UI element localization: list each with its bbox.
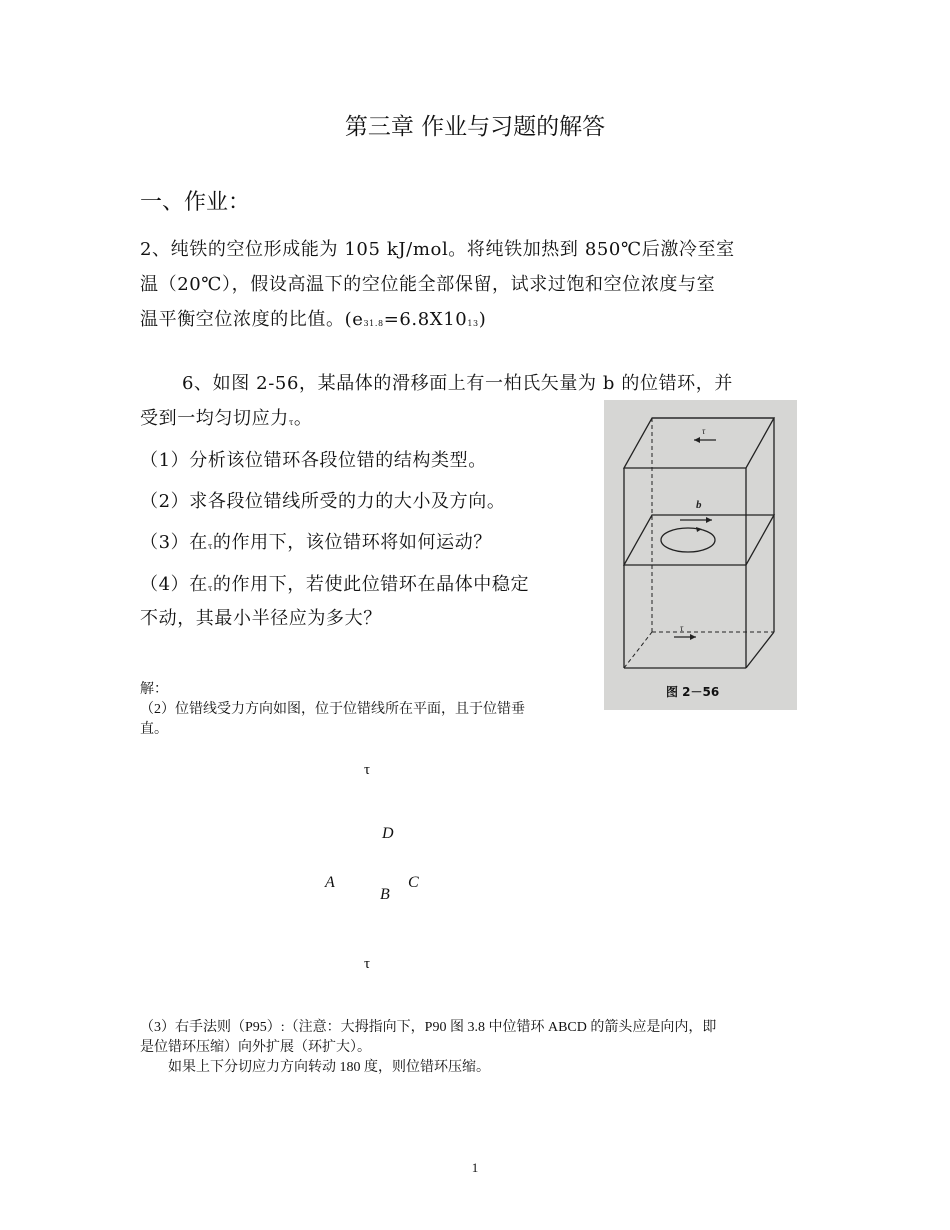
figure-background (604, 400, 797, 710)
q6-sub-4-pre: （4）在 (140, 574, 208, 595)
question-2 (140, 232, 812, 341)
q6-line-1: 6、如图 2-56，某晶体的滑移面上有一柏氏矢量为 b 的位错环，并 (182, 373, 733, 394)
figure-2-56 (604, 400, 797, 710)
q2-line-3 (140, 302, 812, 341)
solution-part-3-line-2: 是位错环压缩）向外扩展（环扩大）。 (140, 1040, 371, 1055)
q2-exponent: 31.8 (363, 319, 384, 328)
q6-tau: τ (288, 418, 294, 427)
q6-line-2-post: 。 (293, 408, 313, 429)
figure-caption: 图 2－56 (666, 685, 720, 699)
q2-line-2: 温（20℃），假设高温下的空位能全部保留，试求过饱和空位浓度与室 (140, 274, 716, 295)
q6-sub-4 (140, 570, 529, 596)
q2-line-3-post: ) (478, 309, 487, 330)
solution-part-2-line-2: 直。 (140, 722, 168, 737)
q6-sub-3 (140, 528, 492, 554)
solution-part-3-line-1: （3）右手法则（P95）:（注意：大拇指向下，P90 图 3.8 中位错环 ABCD 的箭头应是向内，即 (140, 1020, 717, 1035)
diagram-label-a: A (325, 874, 335, 891)
diagram-tau-bottom: τ (364, 956, 371, 972)
q6-sub-1: （1）分析该位错环各段位错的结构类型。 (140, 450, 487, 471)
solution-part-2-line-1: （2）位错线受力方向如图，位于位错线所在平面，且于位错垂 (140, 702, 525, 717)
q2-exponent-2: 13 (467, 319, 479, 328)
solution-part-3-line-3: 如果上下分切应力方向转动 180 度，则位错环压缩。 (168, 1060, 490, 1075)
q6-sub-3-pre: （3）在 (140, 532, 208, 553)
q6-sub-3-post: 的作用下，该位错环将如何运动？ (212, 532, 492, 553)
q6-sub-2: （2）求各段位错线所受的力的大小及方向。 (140, 491, 506, 512)
solution-part-2 (140, 700, 600, 740)
page-number: 1 (471, 1160, 479, 1175)
q6-sub-4-line-2: 不动，其最小半径应为多大？ (140, 608, 382, 629)
burgers-vector-label: b (696, 499, 702, 511)
solution-label: 解： (140, 682, 168, 697)
solution-part-3 (140, 1018, 812, 1078)
q6-sub-3-tau: τ (207, 542, 213, 551)
section-heading: 一、作业： (140, 190, 251, 215)
q6-sub-4-post: 的作用下，若使此位错环在晶体中稳定 (212, 574, 530, 595)
figure-tau-bottom: τ (680, 623, 684, 633)
q6-sub-4-tau: τ (207, 584, 213, 593)
diagram-label-c: C (408, 874, 419, 891)
q2-line-3-mid: =6.8X10 (383, 309, 468, 330)
q2-line-1: 2、纯铁的空位形成能为 105 kJ/mol。将纯铁加热到 850℃后激冷至室 (140, 239, 735, 260)
q6-line-2-pre: 受到一均匀切应力 (140, 408, 289, 429)
q2-line-3-pre: 温平衡空位浓度的比值。(e (140, 309, 364, 330)
crystal-box-diagram (604, 400, 797, 710)
figure-tau-top: τ (702, 426, 706, 436)
diagram-label-b: B (380, 886, 390, 903)
page-title: 第三章 作业与习题的解答 (344, 114, 606, 140)
diagram-tau-top: τ (364, 762, 371, 778)
diagram-label-d: D (382, 825, 394, 842)
